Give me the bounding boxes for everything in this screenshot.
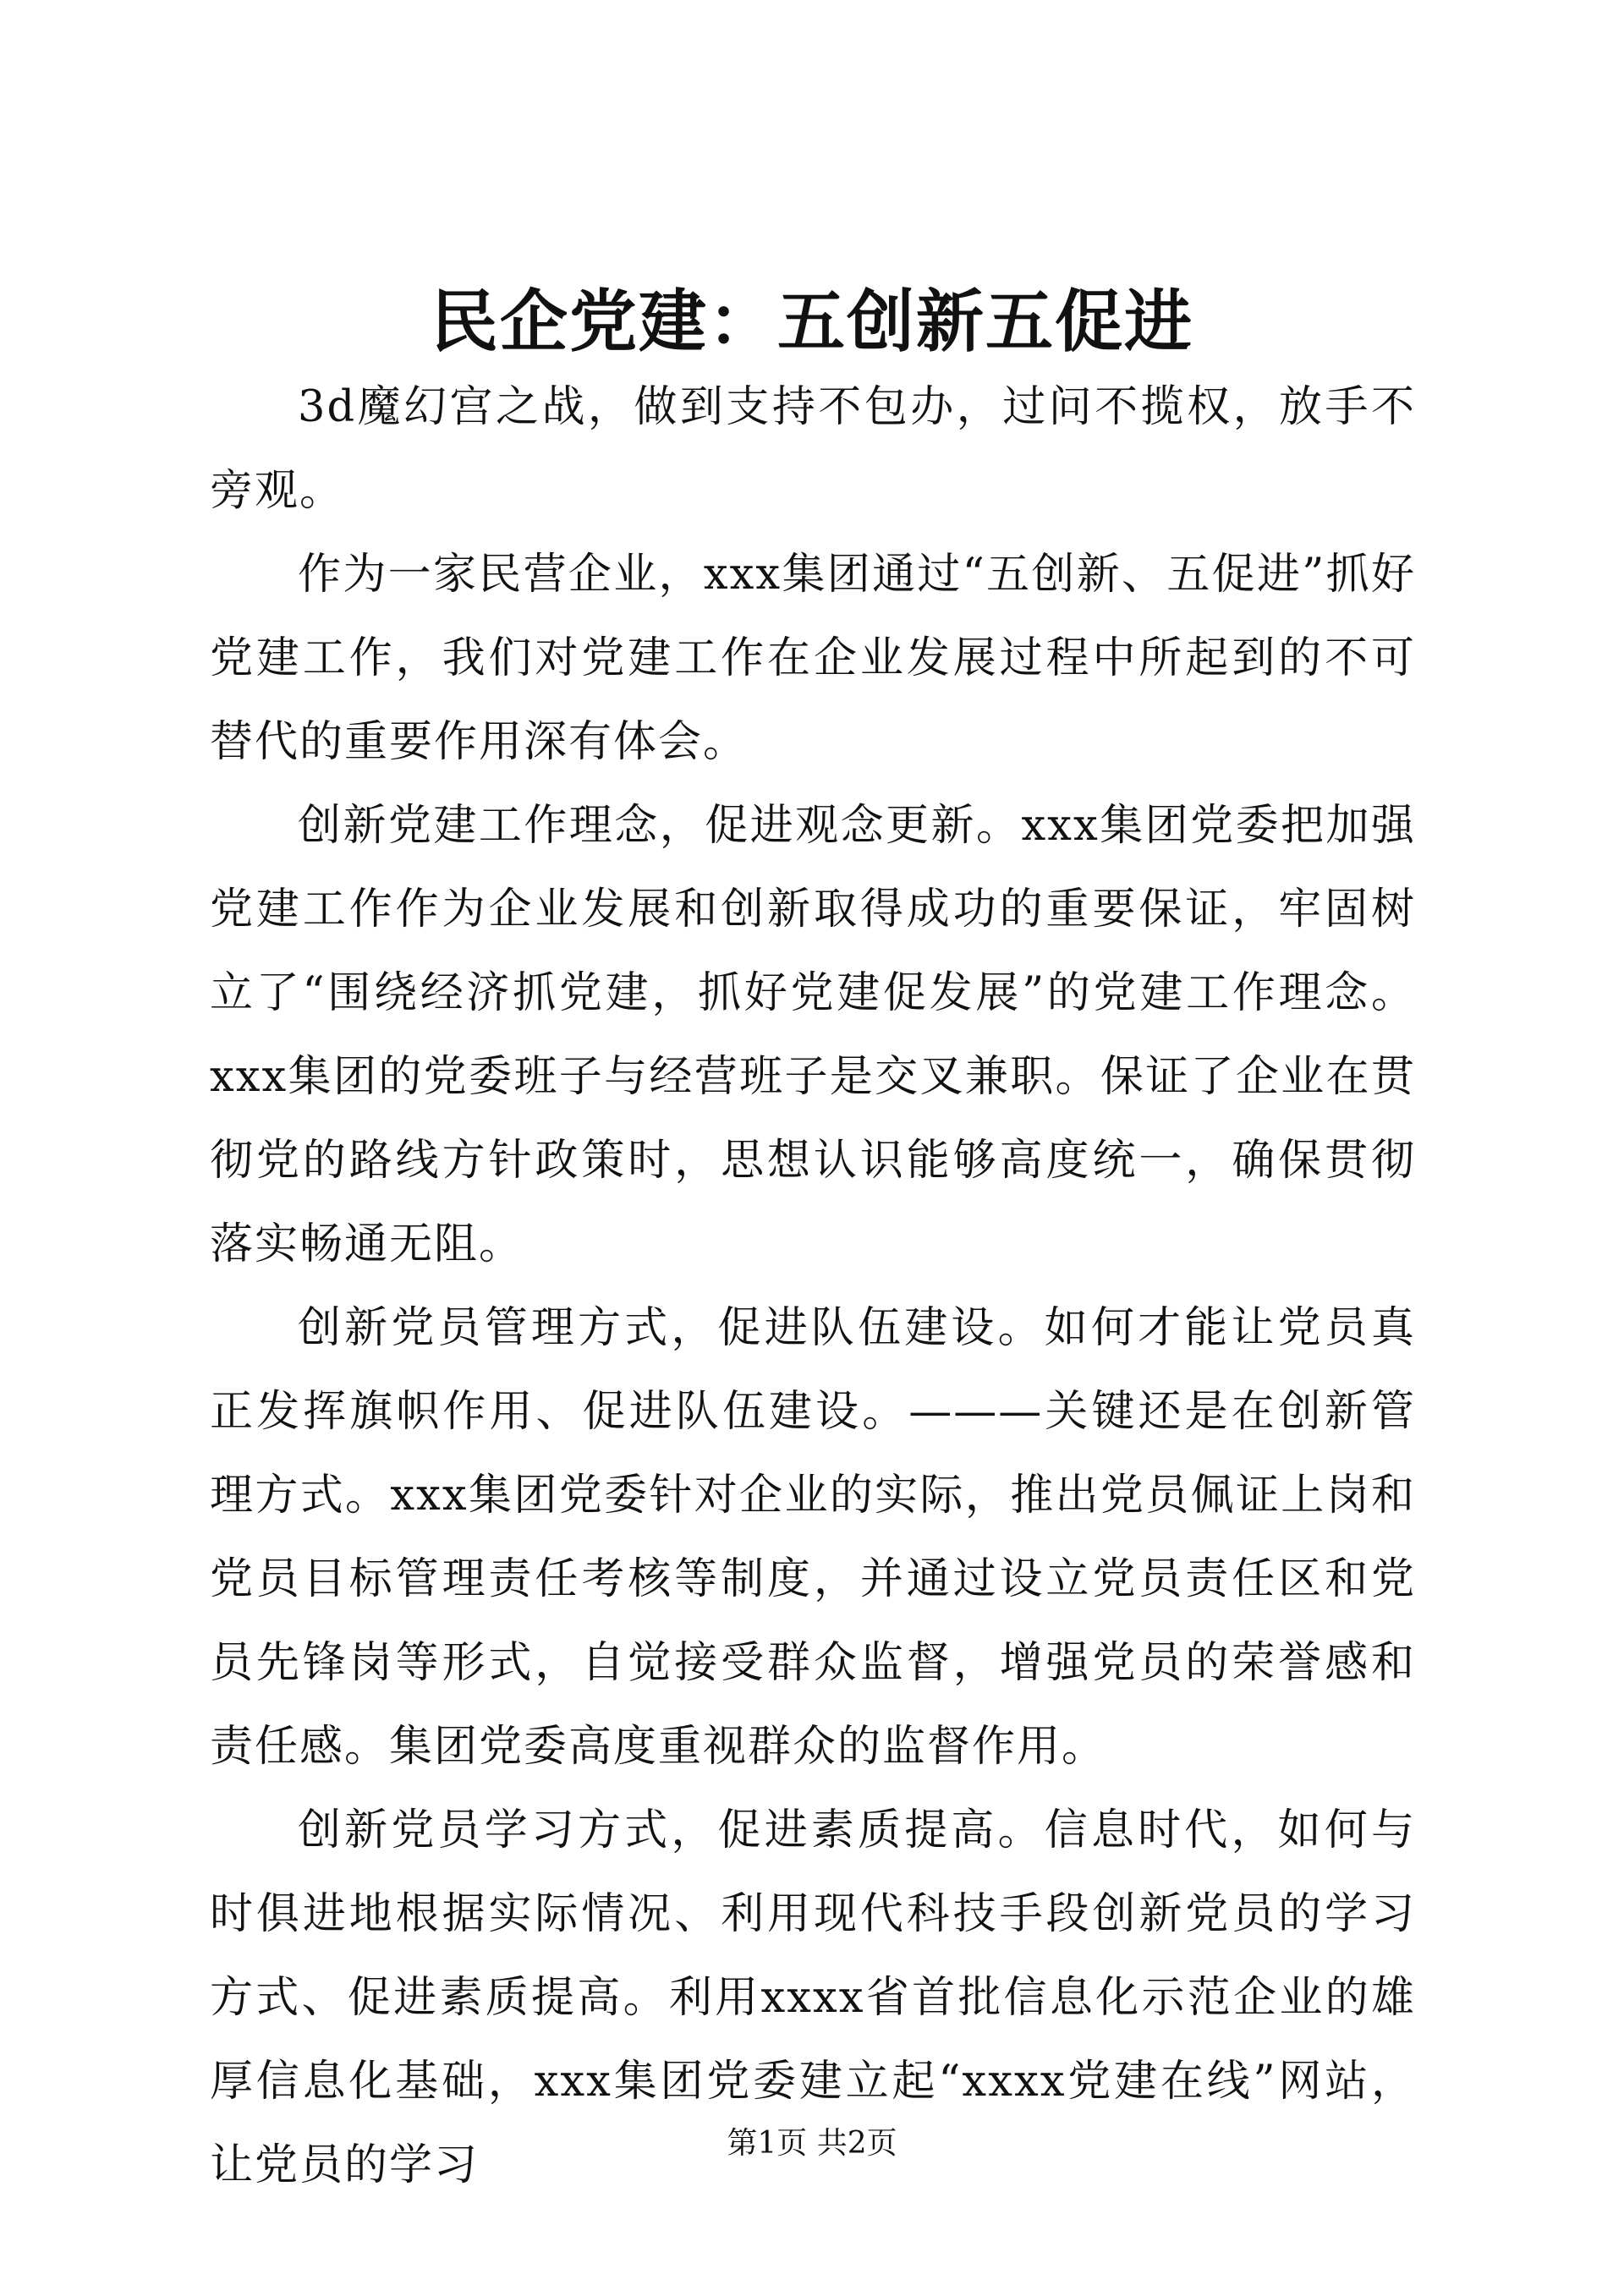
paragraph-3: 创新党建工作理念，促进观念更新。xxx集团党委把加强党建工作作为企业发展和创新取得成功的重要保证，牢固树立了“围绕经济抓党建，抓好党建促发展”的党建工作理念。xxx集团的党委班子与经营班子是交叉兼职。保证了企业在贯彻党的路线方针政策时，思想认识能够高度统一，确保贯彻落实畅通无阻。 (210, 801, 1416, 1269)
paragraph-2: 作为一家民营企业，xxx集团通过“五创新、五促进”抓好党建工作，我们对党建工作在企业发展过程中所起到的不可替代的重要作用深有体会。 (210, 550, 1416, 767)
document-title: 民企党建：五创新五促进 (431, 282, 1193, 361)
paragraph-1: 3d魔幻宫之战，做到支持不包办，过问不揽权，放手不旁观。 (210, 382, 1416, 516)
page-number-footer: 第1页 共2页 (727, 2126, 897, 2161)
paragraph-4: 创新党员管理方式，促进队伍建设。如何才能让党员真正发挥旗帜作用、促进队伍建设。———关键还是在创新管理方式。xxx集团党委针对企业的实际，推出党员佩证上岗和党员目标管理责任考核等制度，并通过设立党员责任区和党员先锋岗等形式，自觉接受群众监督，增强党员的荣誉感和责任感。集团党委高度重视群众的监督作用。 (210, 1303, 1416, 1772)
paragraph-5: 创新党员学习方式，促进素质提高。信息时代，如何与时俱进地根据实际情况、利用现代科技手段创新党员的学习方式、促进素质提高。利用xxxx省首批信息化示范企业的雄厚信息化基础，xxx集团党委建立起“xxxx党建在线”网站，让党员的学习 (210, 1806, 1416, 2190)
document-body (210, 365, 1416, 2207)
